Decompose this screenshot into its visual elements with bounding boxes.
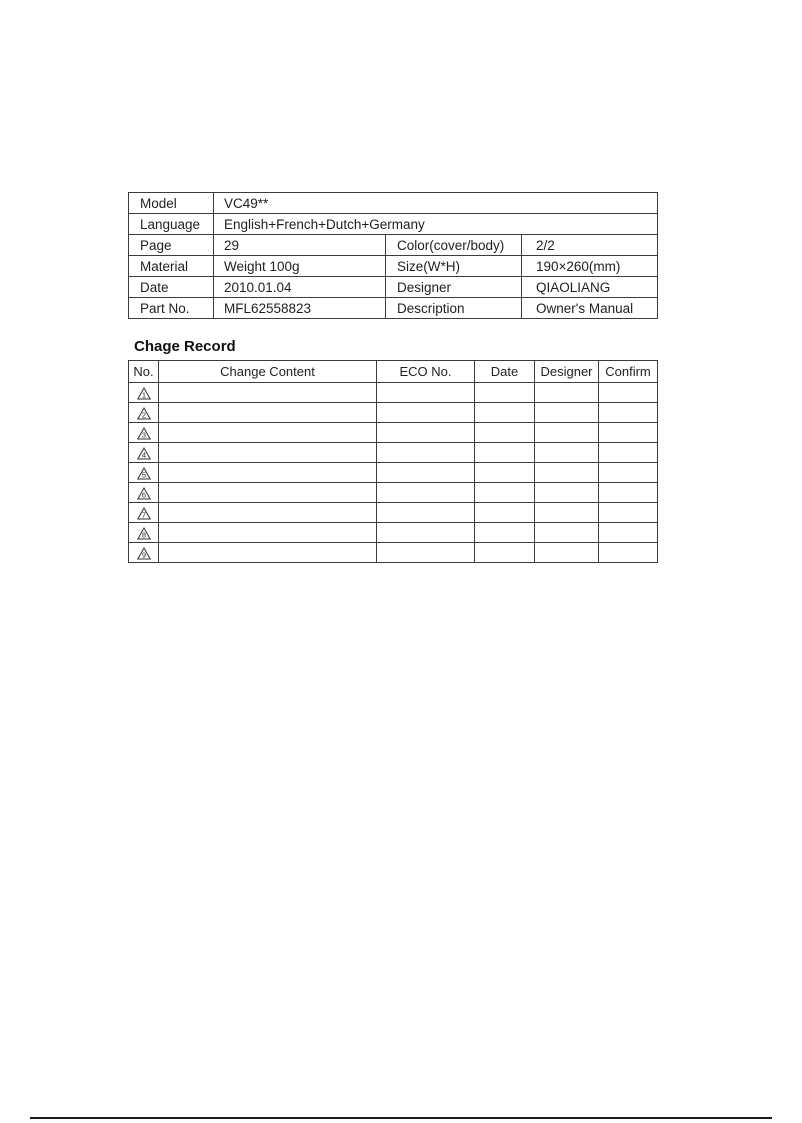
- designer-cell: [535, 503, 599, 523]
- date-cell: [475, 443, 535, 463]
- revision-triangle-icon: [137, 507, 151, 520]
- revision-triangle-icon: [137, 387, 151, 400]
- col-header-date: Date: [475, 361, 535, 383]
- svg-text:9: 9: [141, 550, 146, 560]
- spec-label-material: Material: [129, 256, 214, 277]
- spec-value-color: 2/2: [522, 235, 658, 256]
- revision-number-cell: [129, 543, 159, 563]
- change-content-cell: [159, 523, 377, 543]
- svg-text:1: 1: [141, 390, 146, 400]
- change-content-cell: [159, 503, 377, 523]
- designer-cell: [535, 483, 599, 503]
- confirm-cell: [599, 383, 658, 403]
- date-cell: [475, 383, 535, 403]
- designer-cell: [535, 543, 599, 563]
- designer-cell: [535, 443, 599, 463]
- spec-value-page: 29: [214, 235, 386, 256]
- eco-no-cell: [377, 383, 475, 403]
- spec-label-language: Language: [129, 214, 214, 235]
- designer-cell: [535, 383, 599, 403]
- spec-row-material: [129, 256, 658, 277]
- eco-no-cell: [377, 403, 475, 423]
- spec-value-designer: QIAOLIANG: [522, 277, 658, 298]
- date-cell: [475, 483, 535, 503]
- spec-value-language: English+French+Dutch+Germany: [214, 214, 658, 235]
- change-record-row: [129, 463, 658, 483]
- change-content-cell: [159, 443, 377, 463]
- spec-value-partno: MFL62558823: [214, 298, 386, 319]
- confirm-cell: [599, 403, 658, 423]
- spec-value-model: VC49**: [214, 193, 658, 214]
- spec-table: [128, 192, 658, 319]
- svg-text:3: 3: [141, 430, 146, 440]
- date-cell: [475, 503, 535, 523]
- col-header-no: No.: [129, 361, 159, 383]
- change-content-cell: [159, 403, 377, 423]
- col-header-designer: Designer: [535, 361, 599, 383]
- spec-row-model: [129, 193, 658, 214]
- revision-triangle-icon: [137, 447, 151, 460]
- revision-number-cell: [129, 483, 159, 503]
- svg-text:4: 4: [141, 450, 146, 460]
- revision-number-cell: [129, 503, 159, 523]
- svg-text:6: 6: [141, 490, 146, 500]
- col-header-confirm: Confirm: [599, 361, 658, 383]
- designer-cell: [535, 463, 599, 483]
- spec-label-partno: Part No.: [129, 298, 214, 319]
- eco-no-cell: [377, 463, 475, 483]
- date-cell: [475, 523, 535, 543]
- spec-value-date: 2010.01.04: [214, 277, 386, 298]
- spec-label-color: Color(cover/body): [386, 235, 522, 256]
- revision-number-cell: [129, 463, 159, 483]
- spec-value-material: Weight 100g: [214, 256, 386, 277]
- confirm-cell: [599, 443, 658, 463]
- revision-triangle-icon: [137, 487, 151, 500]
- designer-cell: [535, 523, 599, 543]
- col-header-eco-no: ECO No.: [377, 361, 475, 383]
- change-record-header-row: [129, 361, 658, 383]
- spec-label-date: Date: [129, 277, 214, 298]
- spec-value-size: 190×260(mm): [522, 256, 658, 277]
- revision-triangle-icon: [137, 427, 151, 440]
- spec-label-designer: Designer: [386, 277, 522, 298]
- change-record-table: [128, 360, 658, 563]
- revision-number-cell: [129, 383, 159, 403]
- spec-value-description: Owner's Manual: [522, 298, 658, 319]
- confirm-cell: [599, 423, 658, 443]
- document-content: [128, 192, 657, 563]
- change-record-row: [129, 483, 658, 503]
- revision-triangle-icon: [137, 407, 151, 420]
- spec-row-language: [129, 214, 658, 235]
- date-cell: [475, 463, 535, 483]
- change-record-row: [129, 523, 658, 543]
- confirm-cell: [599, 483, 658, 503]
- spec-label-model: Model: [129, 193, 214, 214]
- eco-no-cell: [377, 543, 475, 563]
- spec-row-partno: [129, 298, 658, 319]
- revision-triangle-icon: [137, 467, 151, 480]
- change-content-cell: [159, 423, 377, 443]
- change-record-title: Chage Record: [134, 338, 236, 355]
- eco-no-cell: [377, 443, 475, 463]
- spec-row-date: [129, 277, 658, 298]
- confirm-cell: [599, 463, 658, 483]
- revision-number-cell: [129, 423, 159, 443]
- confirm-cell: [599, 523, 658, 543]
- date-cell: [475, 423, 535, 443]
- eco-no-cell: [377, 503, 475, 523]
- svg-text:5: 5: [141, 470, 146, 480]
- designer-cell: [535, 403, 599, 423]
- change-record-row: [129, 543, 658, 563]
- change-record-row: [129, 503, 658, 523]
- spec-label-page: Page: [129, 235, 214, 256]
- eco-no-cell: [377, 423, 475, 443]
- spec-label-description: Description: [386, 298, 522, 319]
- revision-triangle-icon: [137, 547, 151, 560]
- change-content-cell: [159, 483, 377, 503]
- revision-number-cell: [129, 443, 159, 463]
- change-record-row: [129, 423, 658, 443]
- svg-text:8: 8: [141, 530, 146, 540]
- change-content-cell: [159, 543, 377, 563]
- svg-text:2: 2: [141, 410, 146, 420]
- change-content-cell: [159, 463, 377, 483]
- change-record-row: [129, 443, 658, 463]
- confirm-cell: [599, 543, 658, 563]
- change-content-cell: [159, 383, 377, 403]
- revision-number-cell: [129, 523, 159, 543]
- spec-row-page: [129, 235, 658, 256]
- change-record-row: [129, 403, 658, 423]
- eco-no-cell: [377, 483, 475, 503]
- date-cell: [475, 543, 535, 563]
- date-cell: [475, 403, 535, 423]
- eco-no-cell: [377, 523, 475, 543]
- svg-text:7: 7: [141, 510, 146, 520]
- revision-number-cell: [129, 403, 159, 423]
- revision-triangle-icon: [137, 527, 151, 540]
- confirm-cell: [599, 503, 658, 523]
- designer-cell: [535, 423, 599, 443]
- page-bottom-rule: [30, 1117, 772, 1119]
- change-record-row: [129, 383, 658, 403]
- col-header-change-content: Change Content: [159, 361, 377, 383]
- spec-label-size: Size(W*H): [386, 256, 522, 277]
